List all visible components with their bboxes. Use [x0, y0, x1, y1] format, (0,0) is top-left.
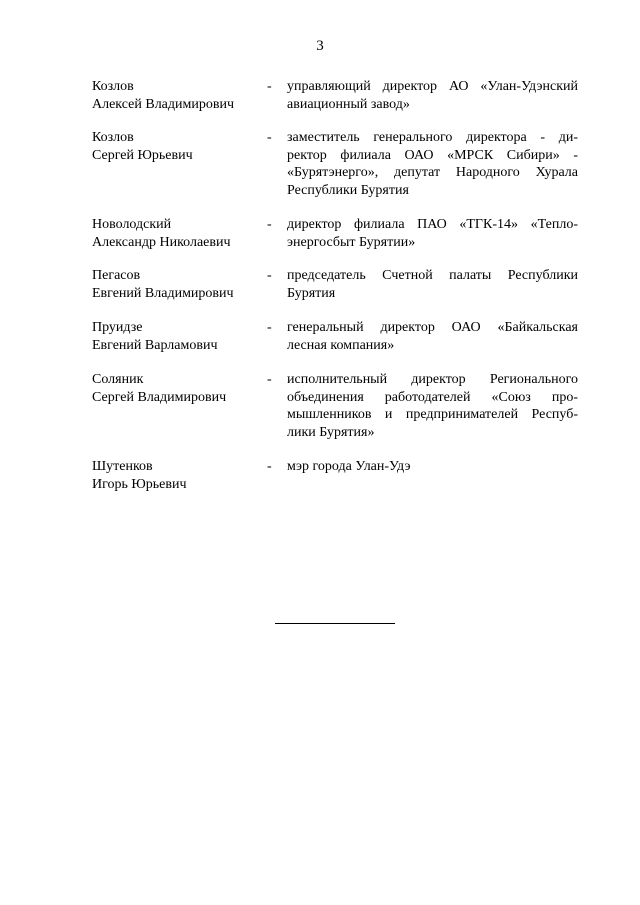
position-line: лики Бурятия» — [287, 424, 375, 440]
position-line: лесная компания» — [287, 337, 395, 353]
member-name — [92, 267, 262, 302]
position-line: авиационный завод» — [287, 96, 410, 112]
position-line: ректор филиала ОАО «МРСК Сибири» - — [287, 147, 578, 163]
member-position — [287, 319, 578, 354]
member-given-names: Алексей Владимирович — [92, 96, 235, 112]
member-given-names: Александр Николаевич — [92, 234, 231, 250]
entry-dash: - — [267, 130, 272, 145]
member-name — [92, 78, 262, 113]
member-name — [92, 319, 262, 354]
position-line: заместитель генерального директора - ди- — [287, 130, 578, 145]
position-line: председатель Счетной палаты Республики — [287, 268, 578, 283]
member-name — [92, 371, 262, 406]
member-given-names: Сергей Юрьевич — [92, 147, 193, 163]
position-line: мэр города Улан-Удэ — [287, 459, 411, 474]
member-surname: Пруидзе — [92, 320, 143, 335]
member-surname: Козлов — [92, 130, 134, 145]
member-position — [287, 267, 578, 302]
member-given-names: Евгений Варламович — [92, 337, 218, 353]
end-rule — [275, 623, 395, 624]
member-position — [287, 78, 578, 113]
member-position — [287, 216, 578, 251]
member-surname: Козлов — [92, 79, 134, 94]
position-line: энергосбыт Бурятии» — [287, 234, 416, 250]
position-line: объединения работодателей «Союз про- — [287, 389, 578, 405]
member-surname: Шутенков — [92, 459, 153, 474]
member-name — [92, 458, 262, 493]
position-line: Бурятия — [287, 285, 336, 301]
position-line: исполнительный директор Регионального — [287, 372, 578, 387]
entry-dash: - — [267, 79, 272, 94]
position-line: «Бурятэнерго», депутат Народного Хурала — [287, 165, 578, 180]
position-line: мышленников и предпринимателей Респуб- — [287, 407, 578, 422]
entry-dash: - — [267, 320, 272, 335]
member-name — [92, 216, 262, 251]
member-position — [287, 129, 578, 199]
member-surname: Соляник — [92, 372, 144, 387]
member-surname: Новолодский — [92, 217, 172, 232]
member-given-names: Сергей Владимирович — [92, 389, 227, 405]
entry-dash: - — [267, 459, 272, 474]
member-given-names: Игорь Юрьевич — [92, 476, 187, 492]
member-name — [92, 129, 262, 164]
entry-dash: - — [267, 268, 272, 283]
page-number: 3 — [316, 38, 324, 54]
member-surname: Пегасов — [92, 268, 141, 283]
position-line: генеральный директор ОАО «Байкальская — [287, 320, 578, 335]
entry-dash: - — [267, 217, 272, 232]
member-position — [287, 371, 578, 441]
member-position — [287, 458, 578, 476]
position-line: Республики Бурятия — [287, 182, 409, 198]
member-given-names: Евгений Владимирович — [92, 285, 234, 301]
entry-dash: - — [267, 372, 272, 387]
position-line: управляющий директор АО «Улан-Удэнский — [287, 79, 578, 94]
position-line: директор филиала ПАО «ТГК-14» «Тепло- — [287, 217, 578, 232]
